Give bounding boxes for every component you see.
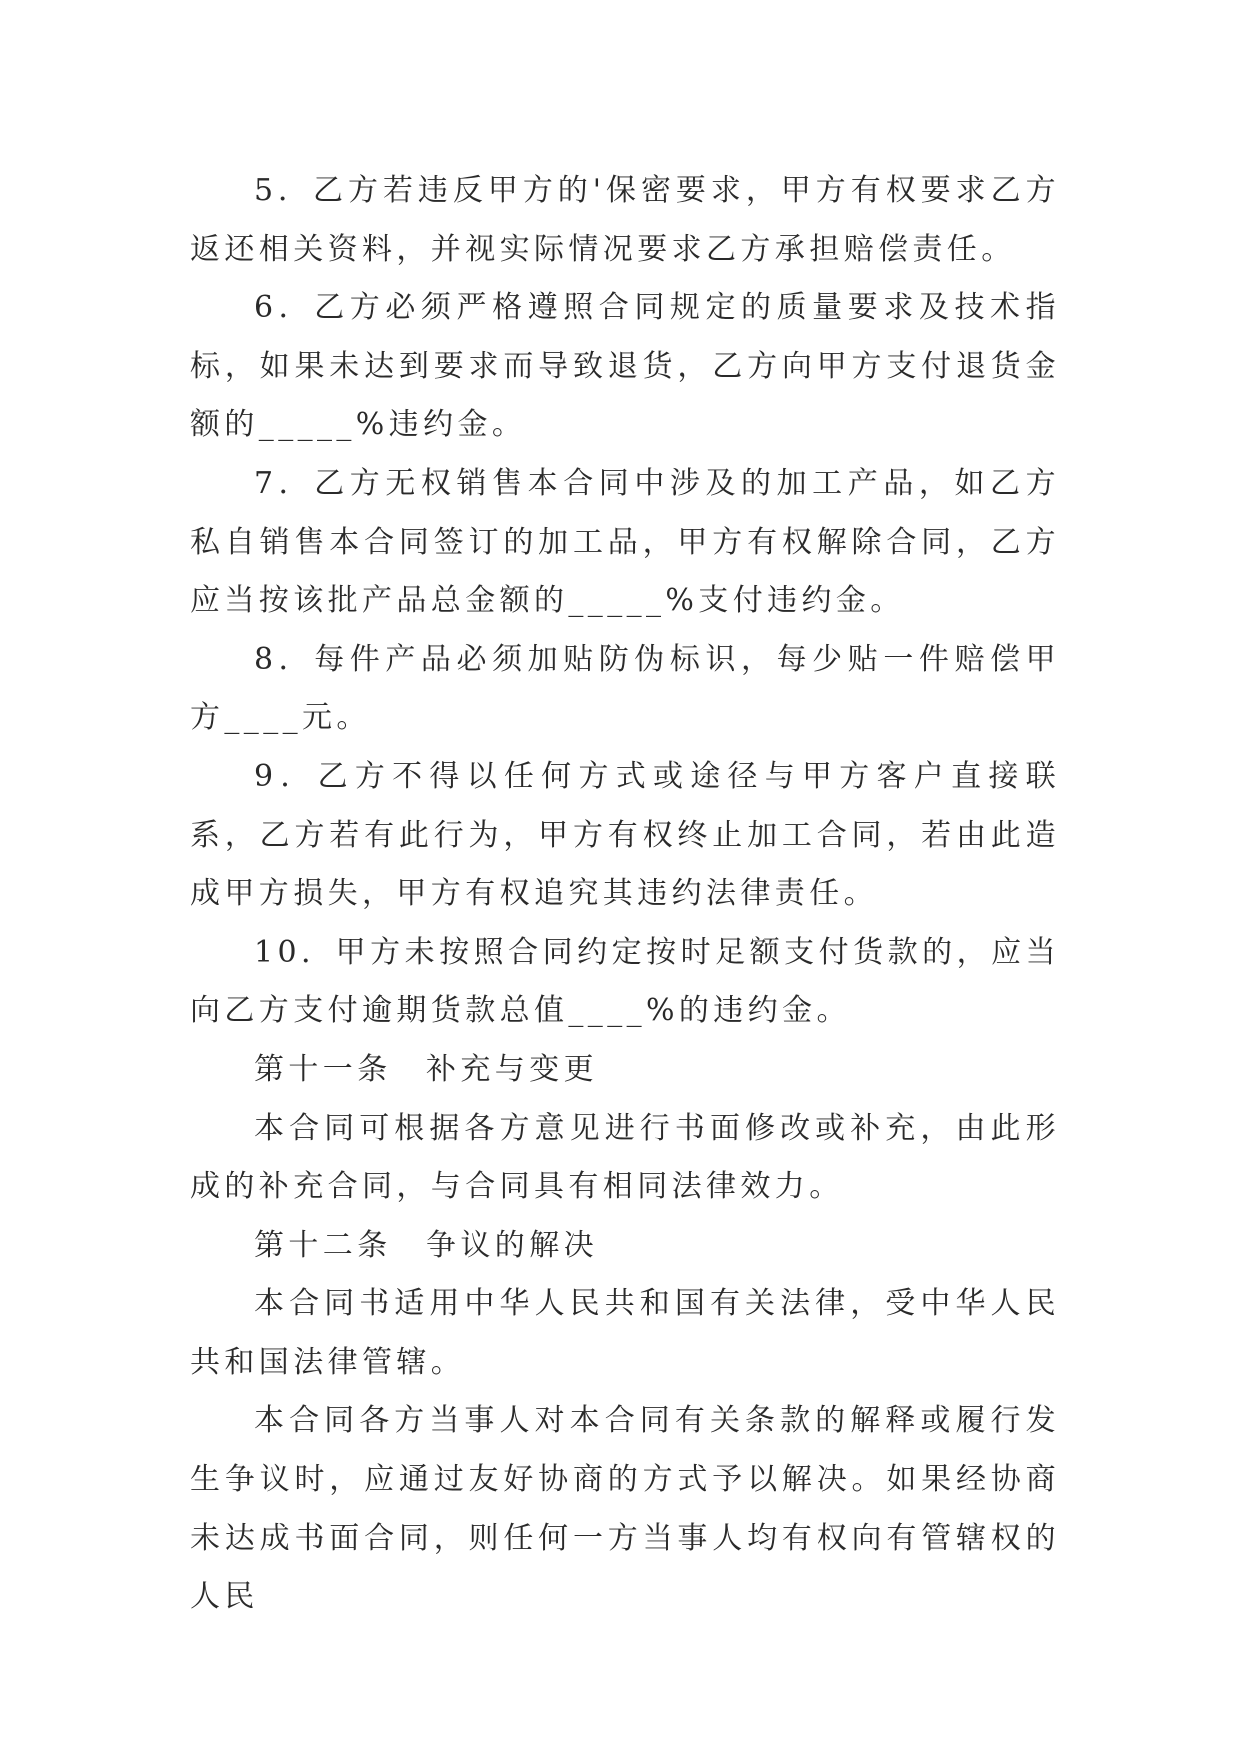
article-11-heading: 第十一条 补充与变更 xyxy=(254,1051,598,1087)
clause-9-paragraph: 9．乙方不得以任何方式或途径与甲方客户直接联系，乙方若有此行为，甲方有权终止加工合同，若由此造成甲方损失，甲方有权追究其违约法律责任。 xyxy=(190,758,1060,912)
document-body xyxy=(190,162,1060,1627)
clause-5-paragraph: 5．乙方若违反甲方的'保密要求，甲方有权要求乙方返还相关资料，并视实际情况要求乙方承担赔偿责任。 xyxy=(190,173,1060,267)
clause-8-paragraph: 8．每件产品必须加贴防伪标识，每少贴一件赔偿甲方____元。 xyxy=(190,641,1060,736)
clause-6-paragraph: 6．乙方必须严格遵照合同规定的质量要求及技术指标，如果未达到要求而导致退货，乙方向甲方支付退货金额的_____%违约金。 xyxy=(190,290,1060,443)
clause-7-paragraph: 7．乙方无权销售本合同中涉及的加工产品，如乙方私自销售本合同签订的加工品，甲方有权解除合同，乙方应当按该批产品总金额的_____%支付违约金。 xyxy=(190,465,1060,619)
article-12-heading: 第十二条 争议的解决 xyxy=(254,1227,598,1263)
article-11-body: 本合同可根据各方意见进行书面修改或补充，由此形成的补充合同，与合同具有相同法律效力。 xyxy=(190,1110,1060,1205)
article-12-body-2: 本合同各方当事人对本合同有关条款的解释或履行发生争议时，应通过友好协商的方式予以解决。如果经协商未达成书面合同，则任何一方当事人均有权向有管辖权的人民 xyxy=(190,1403,1060,1615)
clause-10-paragraph: 10．甲方未按照合同约定按时足额支付货款的，应当向乙方支付逾期货款总值____%的违约金。 xyxy=(190,934,1060,1029)
article-12-body-1: 本合同书适用中华人民共和国有关法律，受中华人民共和国法律管辖。 xyxy=(190,1286,1060,1380)
